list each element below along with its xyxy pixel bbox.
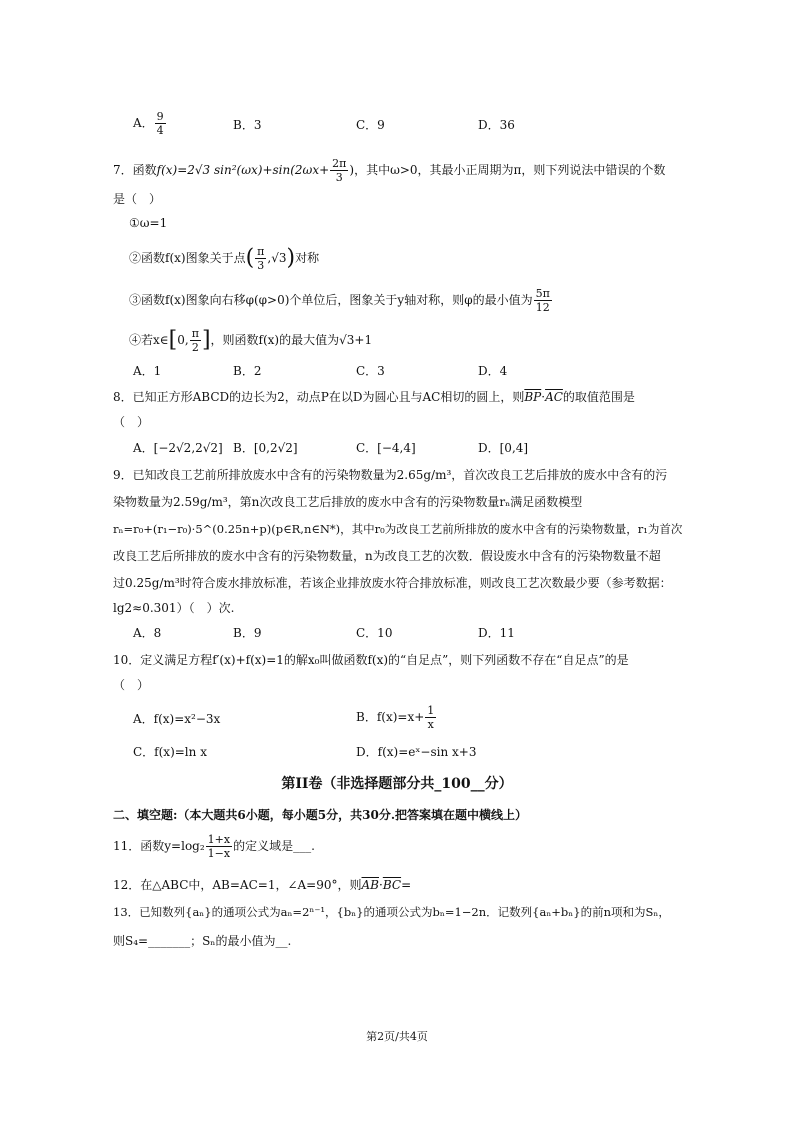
- q10-stem-line1: 10．定义满足方程f′(x)+f(x)=1的解x₀叫做函数f(x)的“自足点”，则下列函数不存在“自足点”的是: [113, 653, 629, 667]
- q9-stem-line1: 9．已知改良工艺前所排放废水中含有的污染物数量为2.65g/m³，首次改良工艺后排放的废水中含有的污: [113, 468, 668, 482]
- q9-stem-line6: lg2≈0.301）（ ）次.: [113, 601, 235, 615]
- q9-option-b: B．9: [233, 626, 262, 640]
- q10-stem-line2: （ ）: [113, 678, 150, 692]
- q9-stem-line5: 过0.25g/m³时符合废水排放标准，若该企业排放废水符合排放标准，则改良工艺次数最少要（参考数据：: [113, 576, 672, 590]
- q10-option-b: B．f(x)=x+ $\frac{1}{x}$: [356, 704, 435, 731]
- q9-option-c: C．10: [356, 626, 393, 640]
- q8-stem-line1: 8．已知正方形ABCD的边长为2，动点P在以D为圆心且与AC相切的圆上，则$\overline{BP}\cdot\overline{AC}$的取值范围是: [113, 390, 635, 404]
- q9-option-d: D．11: [478, 626, 515, 640]
- q7-option-c: C．3: [356, 364, 385, 378]
- q9-stem-line2: 染物数量为2.59g/m³，第n次改良工艺后排放的废水中含有的污染物数量rₙ满足函数模型: [113, 495, 583, 509]
- q7-statement-3: ③函数f(x)图象向右移φ(φ>0)个单位后，图象关于y轴对称，则φ的最小值为 $\frac{5\pi}{12}$: [129, 287, 550, 314]
- page-footer: 第2页/共4页: [366, 1030, 428, 1043]
- q6-option-d: D．36: [478, 118, 515, 132]
- q7-option-d: D．4: [478, 364, 508, 378]
- q6-option-c: C．9: [356, 118, 385, 132]
- q10-option-a: A．f(x)=x²−3x: [133, 712, 221, 726]
- q7-statement-1: ①ω=1: [129, 216, 168, 230]
- q10-option-c: C．f(x)=ln x: [133, 745, 207, 759]
- q7-option-b: B．2: [233, 364, 262, 378]
- q9-option-a: A．8: [133, 626, 162, 640]
- part2-heading: 二、填空题:（本大题共6小题，每小题5分，共30分.把答案填在题中横线上）: [113, 808, 528, 822]
- q7-stem-line1: 7．函数f(x)=2√3 sin²(ωx)+sin(2ωx+ $\frac{2\pi}{3}$ )，其中ω>0，其最小正周期为π，则下列说法中错误的个数: [113, 157, 666, 184]
- q8-option-c: C．[−4,4]: [356, 441, 416, 455]
- section-title: 第II卷（非选择题部分共_100__分）: [281, 776, 513, 792]
- q9-stem-line4: 改良工艺后所排放的废水中含有的污染物数量，n为改良工艺的次数．假设废水中含有的污染物数量不超: [113, 549, 661, 563]
- q7-statement-4: ④若x∈[0, $\frac{\pi}{2}$ ]，则函数f(x)的最大值为√3+1: [129, 327, 373, 354]
- q7-statement-2: ②函数f(x)图象关于点( $\frac{\pi}{3}$ ,√3)对称: [129, 245, 320, 272]
- q8-stem-line2: （ ）: [113, 415, 150, 429]
- q9-stem-line3: rₙ=r₀+(r₁−r₀)·5^(0.25n+p)(p∈R,n∈N*)，其中r₀为改良工艺前所排放的废水中含有的污染物数量，r₁为首次: [113, 522, 683, 536]
- q8-option-d: D．[0,4]: [478, 441, 529, 455]
- q10-option-d: D．f(x)=eˣ−sin x+3: [356, 745, 477, 759]
- q12-stem: 12．在△ABC中，AB=AC=1，∠A=90°，则$\overline{AB}\cdot\overline{BC}=$: [113, 878, 412, 892]
- q11-stem: 11．函数y=log₂ $\frac{1+x}{1-x}$ 的定义域是___.: [113, 833, 315, 860]
- q6-option-b: B．3: [233, 118, 262, 132]
- q7-stem-line2: 是（ ）: [113, 192, 162, 206]
- q13-stem-line1: 13．已知数列{aₙ}的通项公式为aₙ=2ⁿ⁻¹，{bₙ}的通项公式为bₙ=1−2n．记数列{aₙ+bₙ}的前n项和为Sₙ，: [113, 905, 670, 919]
- q13-stem-line2: 则S₄=_______；Sₙ的最小值为__.: [113, 934, 292, 948]
- q7-option-a: A．1: [133, 364, 162, 378]
- q6-option-a: A． $\frac{9}{4}$: [133, 110, 164, 137]
- q8-option-a: A．[−2√2,2√2]: [133, 441, 223, 455]
- q8-option-b: B．[0,2√2]: [233, 441, 298, 455]
